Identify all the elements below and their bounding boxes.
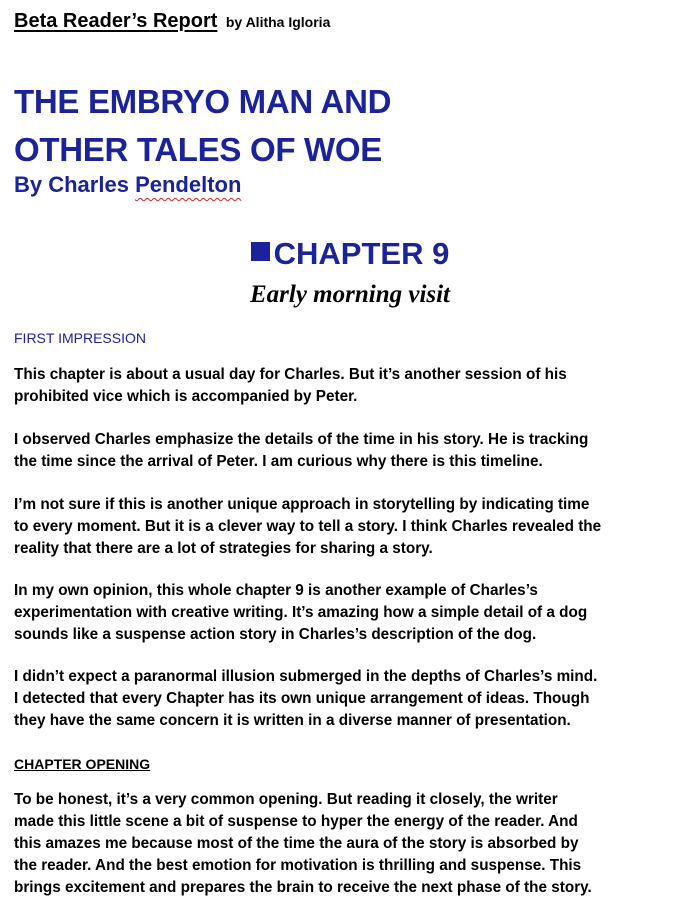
paragraph-line: this amazes me because most of the time the aura of the story is absorbed by (14, 835, 579, 852)
byline-surname: Pendelton (135, 172, 242, 197)
paragraph-line: prohibited vice which is accompanied by Peter. (14, 388, 358, 405)
paragraph-line: To be honest, it’s a very common opening. But reading it closely, the writer (14, 791, 558, 808)
book-title-line: OTHER TALES OF WOE (14, 131, 382, 168)
paragraph-line: This chapter is about a usual day for Charles. But it’s another session of his (14, 366, 567, 383)
chapter-heading-text: CHAPTER 9 (273, 236, 450, 271)
book-title-line: THE EMBRYO MAN AND (14, 83, 392, 120)
paragraph-line: the time since the arrival of Peter. I am curious why there is this timeline. (14, 453, 543, 470)
paragraph-line: In my own opinion, this whole chapter 9 is another example of Charles’s (14, 582, 538, 599)
paragraph (14, 789, 692, 899)
paragraph (14, 580, 692, 646)
paragraph-line: reality that there are a lot of strategies for sharing a story. (14, 540, 433, 557)
chapter-heading (0, 236, 700, 272)
paragraph-line: the reader. And the best emotion for motivation is thrilling and suspense. This (14, 857, 582, 874)
paragraph-line: I didn’t expect a paranormal illusion submerged in the depths of Charles’s mind. (14, 668, 598, 685)
paragraph-line: to every moment. But it is a clever way to tell a story. I think Charles revealed the (14, 518, 602, 535)
book-title (14, 78, 391, 174)
paragraph (14, 364, 692, 408)
report-author: by Alitha Igloria (225, 14, 331, 30)
paragraph (14, 666, 692, 732)
paragraph-line: experimentation with creative writing. It’s amazing how a simple detail of a dog (14, 604, 588, 621)
section-label-chapter-opening: CHAPTER OPENING (14, 756, 151, 772)
byline-prefix: By Charles (14, 172, 136, 197)
paragraph-line: sounds like a suspense action story in Charles’s description of the dog. (14, 626, 537, 643)
paragraph-line: made this little scene a bit of suspense to hyper the energy of the reader. And (14, 813, 578, 830)
paragraph (14, 429, 692, 473)
paragraph-line: they have the same concern it is written in a diverse manner of presentation. (14, 712, 571, 729)
chapter-subtitle: Early morning visit (249, 281, 451, 308)
paragraph-line: I observed Charles emphasize the details of the time in his story. He is tracking (14, 431, 589, 448)
report-header (14, 10, 330, 33)
square-bullet-icon (251, 242, 270, 261)
paragraph (14, 494, 692, 560)
paragraph-line: I’m not sure if this is another unique approach in storytelling by indicating time (14, 496, 590, 513)
section-label-first-impression: FIRST IMPRESSION (14, 330, 146, 346)
report-label: Beta Reader’s Report (14, 10, 218, 32)
paragraph-line: I detected that every Chapter has its own unique arrangement of ideas. Though (14, 690, 590, 707)
paragraph-line: brings excitement and prepares the brain to receive the next phase of the story. (14, 879, 592, 896)
book-byline (14, 172, 241, 198)
